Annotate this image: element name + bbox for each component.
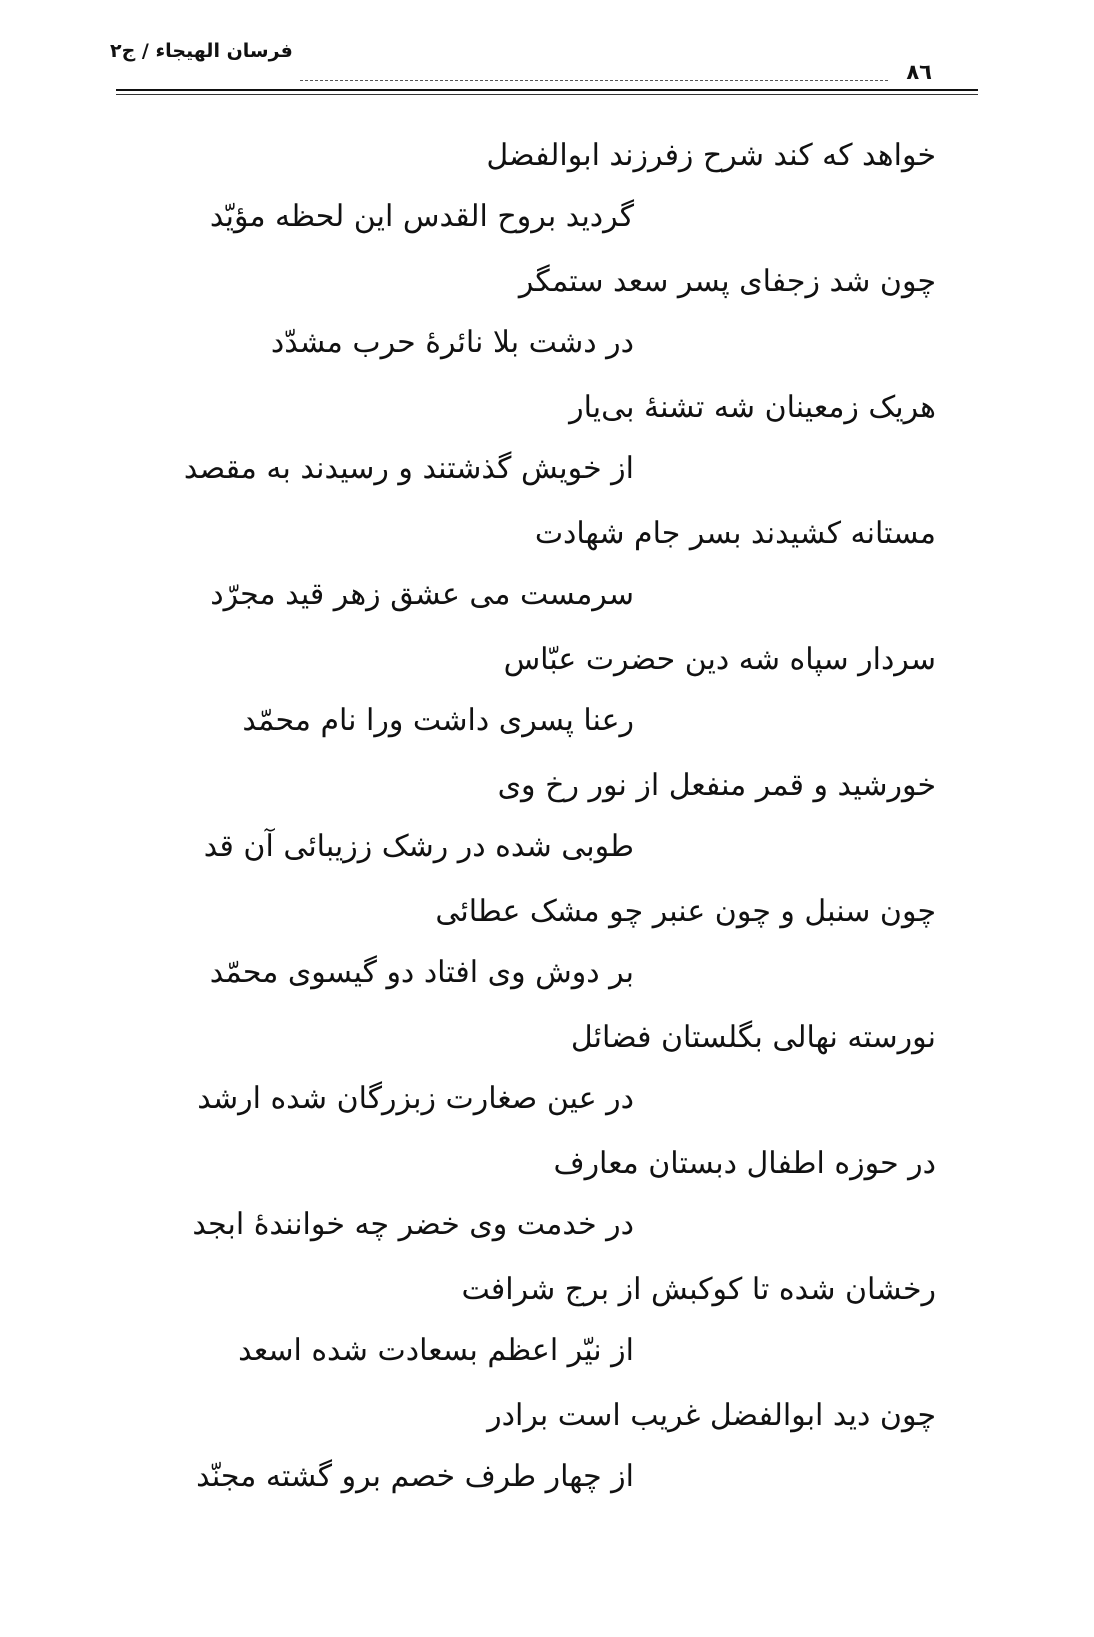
verse: [0, 128, 1094, 254]
verse: [0, 1388, 1094, 1514]
verse: [0, 254, 1094, 380]
hemistich-second: از چهار طرف خصم برو گشته مجنّد: [196, 1459, 634, 1494]
header-rule-thick: [116, 89, 978, 91]
hemistich-first: چون دید ابوالفضل غریب است برادر: [487, 1398, 936, 1433]
verse: [0, 506, 1094, 632]
poem-verses: [0, 128, 1094, 1514]
verse: [0, 884, 1094, 1010]
header-dashed-rule: [300, 80, 888, 81]
hemistich-second: بر دوش وی افتاد دو گیسوی محمّد: [209, 955, 634, 990]
hemistich-second: از نیّر اعظم بسعادت شده اسعد: [238, 1333, 634, 1368]
verse: [0, 1262, 1094, 1388]
verse: [0, 380, 1094, 506]
hemistich-second: گردید بروح القدس این لحظه مؤیّد: [209, 199, 634, 234]
page-number: ۸٦: [906, 60, 932, 84]
hemistich-first: نورسته نهالی بگلستان فضائل: [570, 1020, 936, 1055]
hemistich-first: چون سنبل و چون عنبر چو مشک عطائی: [435, 894, 936, 929]
hemistich-second: از خویش گذشتند و رسیدند به مقصد: [183, 451, 634, 486]
hemistich-second: در دشت بلا نائرۀ حرب مشدّد: [270, 325, 634, 360]
hemistich-first: هریک زمعینان شه تشنۀ بی‌یار: [569, 390, 936, 425]
verse: [0, 1136, 1094, 1262]
hemistich-first: رخشان شده تا کوکبش از برج شرافت: [461, 1272, 936, 1307]
verse: [0, 758, 1094, 884]
hemistich-second: طوبی شده در رشک ززیبائی آن قد: [203, 829, 634, 864]
hemistich-second: در عین صغارت زبزرگان شده ارشد: [197, 1081, 634, 1116]
header-rule-thin: [116, 94, 978, 95]
hemistich-second: رعنا پسری داشت ورا نام محمّد: [242, 703, 634, 738]
hemistich-first: خورشید و قمر منفعل از نور رخ وی: [497, 768, 936, 803]
hemistich-second: در خدمت وی خضر چه خوانندۀ ابجد: [192, 1207, 634, 1242]
verse: [0, 632, 1094, 758]
hemistich-first: مستانه کشیدند بسر جام شهادت: [534, 516, 936, 551]
verse: [0, 1010, 1094, 1136]
hemistich-second: سرمست می عشق زهر قید مجرّد: [210, 577, 634, 612]
hemistich-first: در حوزه اطفال دبستان معارف: [553, 1146, 936, 1181]
hemistich-first: چون شد زجفای پسر سعد ستمگر: [518, 264, 936, 299]
running-title: فرسان الهیجاء / ج۲: [110, 40, 293, 62]
hemistich-first: خواهد که کند شرح زفرزند ابوالفضل: [486, 138, 936, 173]
hemistich-first: سردار سپاه شه دین حضرت عبّاس: [503, 642, 936, 677]
